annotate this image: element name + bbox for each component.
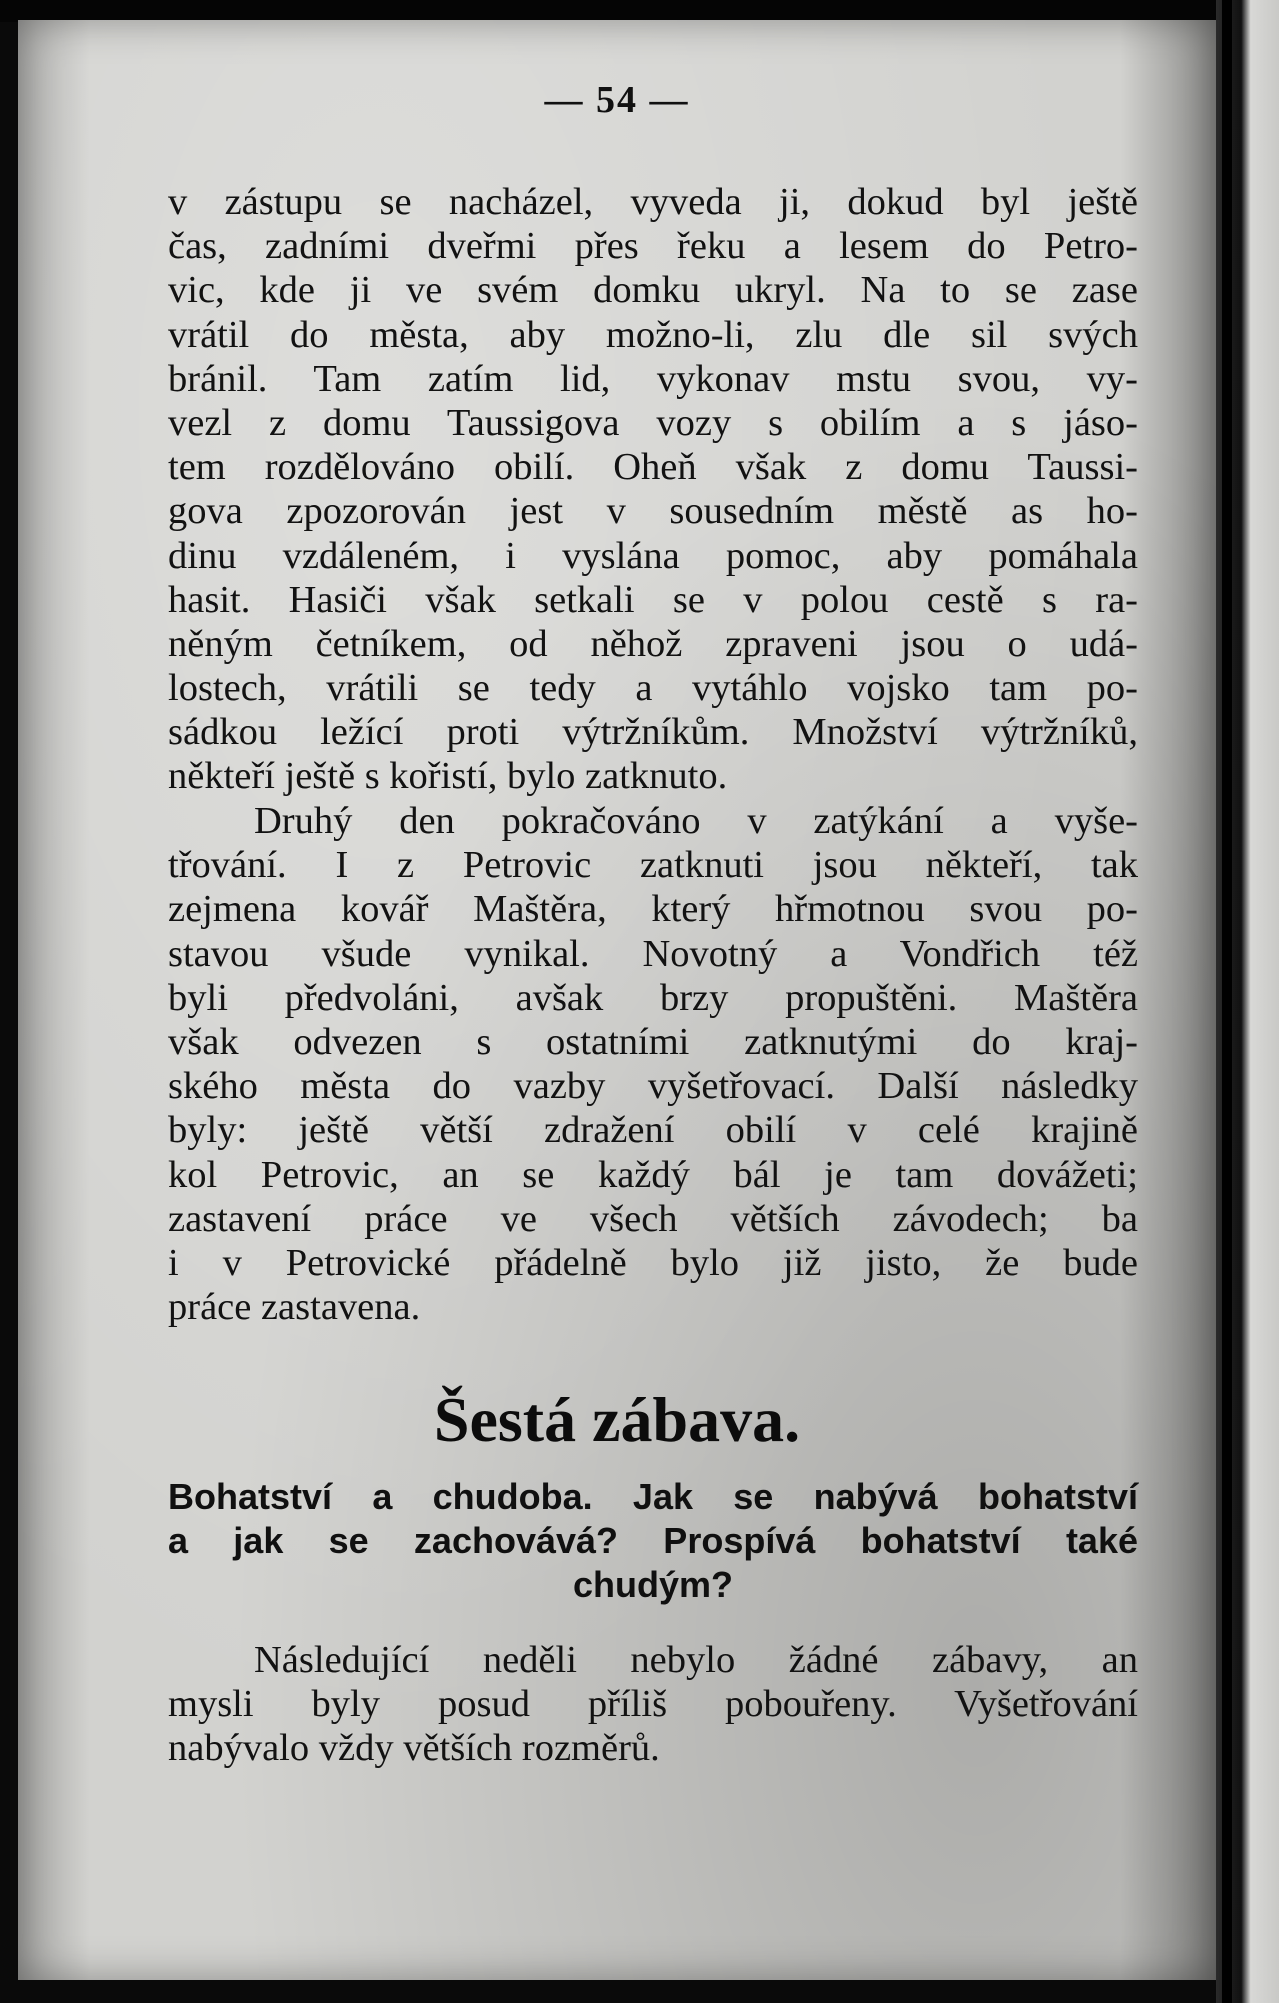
paragraph-line: čas, zadními dveřmi přes řeku a lesem do Petro- <box>168 225 1138 268</box>
paragraph-line: gova zpozorován jest v sousedním městě as ho- <box>168 490 1138 533</box>
paragraph-1 <box>168 180 1138 799</box>
paragraph-line: tem rozdělováno obilí. Oheň však z domu Taussi- <box>168 446 1138 489</box>
book-page <box>18 20 1216 1980</box>
paragraph-line: lostech, vrátili se tedy a vytáhlo vojsko tam po- <box>168 667 1138 710</box>
chapter-subtitle <box>168 1475 1138 1607</box>
paragraph-line: nabývalo vždy větších rozměrů. <box>168 1727 660 1770</box>
paragraph-line: i v Petrovické přádelně bylo již jisto, že bude <box>168 1241 1138 1284</box>
paragraph-line: kol Petrovic, an se každý bál je tam dovážeti; <box>168 1153 1138 1196</box>
page-number: — 54 — <box>544 79 690 121</box>
paragraph-line: dinu vzdáleném, i vyslána pomoc, aby pomáhala <box>168 534 1138 577</box>
subtitle-line: Bohatství a chudoba. Jak se nabývá bohatství <box>168 1476 1138 1517</box>
paragraph-line: něným četníkem, od něhož zpraveni jsou o udá- <box>168 622 1138 665</box>
paragraph-line: však odvezen s ostatními zatknutými do kraj- <box>168 1020 1138 1063</box>
subtitle-line: chudým? <box>572 1564 733 1605</box>
paragraph-line: vic, kde ji ve svém domku ukryl. Na to se zase <box>168 269 1138 312</box>
paragraph-line: ského města do vazby vyšetřovací. Další následky <box>168 1065 1138 1108</box>
subtitle-line: a jak se zachovává? Prospívá bohatství také <box>168 1520 1138 1561</box>
paragraph-line: mysli byly posud příliš pobouřeny. Vyšetřování <box>168 1683 1138 1726</box>
paragraph-line: zejmena kovář Maštěra, který hřmotnou svou po- <box>168 888 1138 931</box>
scan-right-border <box>1216 0 1279 2003</box>
paragraph-line: práce zastavena. <box>168 1286 421 1329</box>
paragraph-line: vezl z domu Taussigova vozy s obilím a s jáso- <box>168 401 1138 444</box>
paragraph-line: vrátil do města, aby možno-li, zlu dle sil svých <box>168 313 1138 356</box>
paragraph-line: byly: ještě větší zdražení obilí v celé krajině <box>168 1109 1138 1152</box>
paragraph-line: v zástupu se nacházel, vyveda ji, dokud byl ještě <box>168 181 1138 223</box>
paragraph-line: někteří ještě s kořistí, bylo zatknuto. <box>168 755 728 798</box>
paragraph-line: hasit. Hasiči však setkali se v polou cestě s ra- <box>168 578 1138 621</box>
scan-top-border <box>0 0 1279 22</box>
paragraph-line: třování. I z Petrovic zatknuti jsou někteří, tak <box>168 844 1138 887</box>
chapter-title: Šestá zábava. <box>433 1384 801 1455</box>
paragraph-line: Druhý den pokračováno v zatýkání a vyše- <box>254 800 1138 842</box>
scan-edge-rule <box>1222 0 1232 2003</box>
paragraph-line: zastavení práce ve všech větších závodech; ba <box>168 1197 1138 1240</box>
paragraph-3 <box>168 1638 1138 1771</box>
paragraph-line: sádkou ležící proti výtržníkům. Množství výtržníků, <box>168 711 1138 754</box>
paragraph-2 <box>168 799 1138 1329</box>
paragraph-line: byli předvoláni, avšak brzy propuštěni. Maštěra <box>168 976 1138 1019</box>
paragraph-line: bránil. Tam zatím lid, vykonav mstu svou, vy- <box>168 357 1138 400</box>
paragraph-line: stavou všude vynikal. Novotný a Vondřich též <box>168 932 1138 975</box>
paragraph-line: Následující neděli nebylo žádné zábavy, an <box>254 1639 1138 1681</box>
